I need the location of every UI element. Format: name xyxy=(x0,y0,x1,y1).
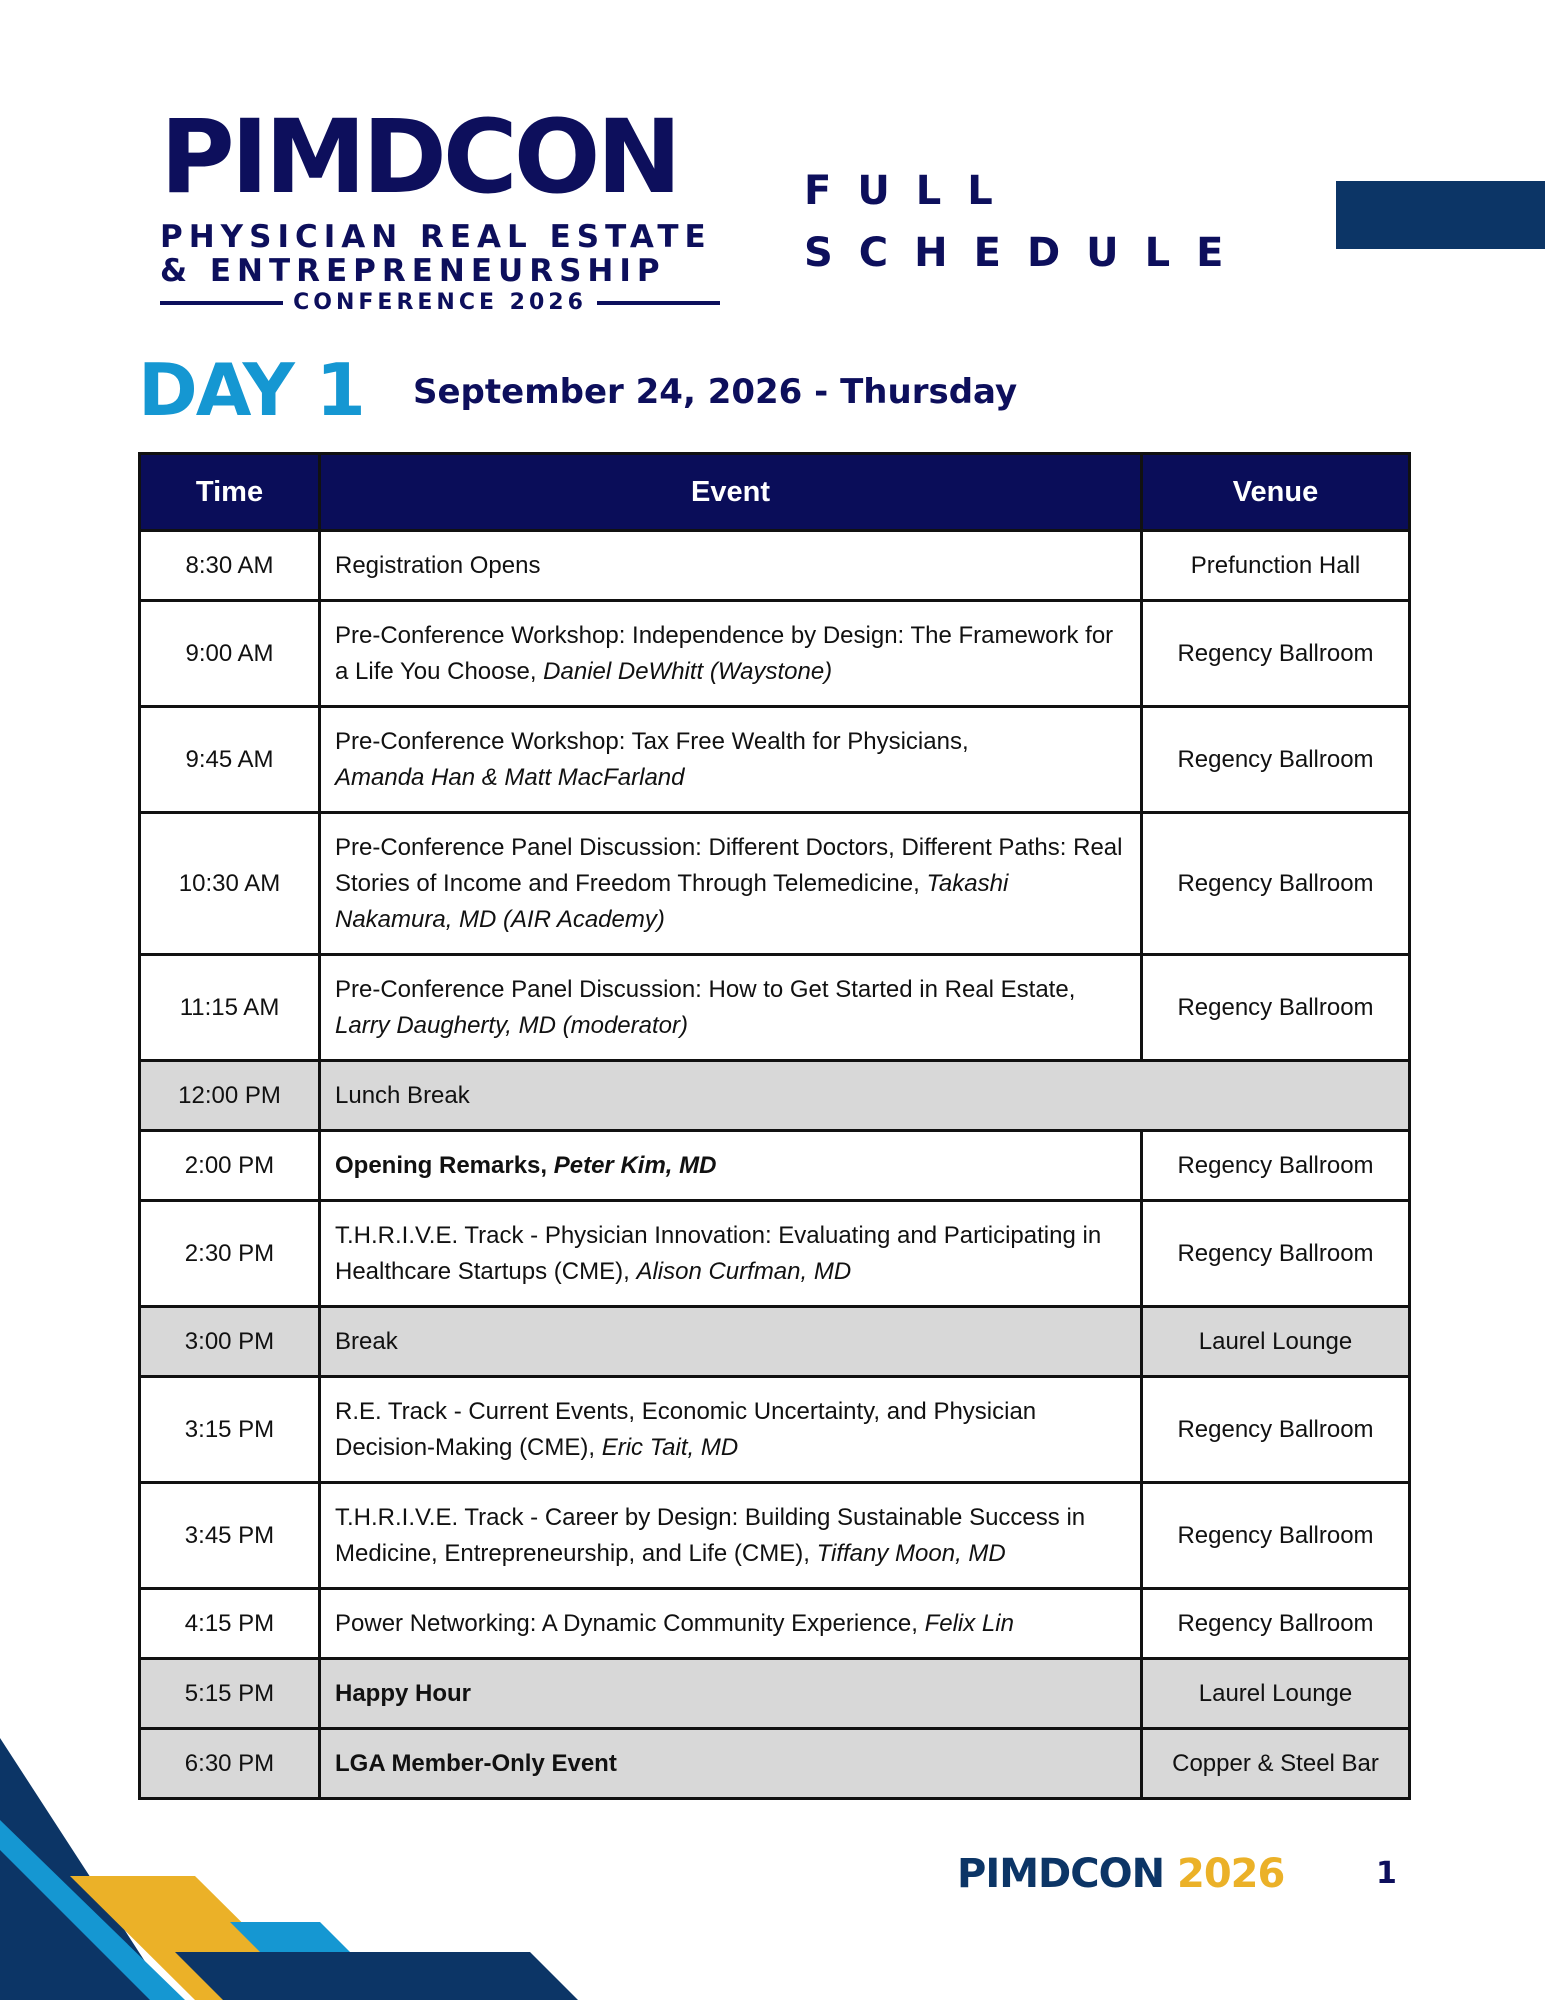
row-venue: Regency Ballroom xyxy=(1142,813,1410,955)
row-time: 6:30 PM xyxy=(140,1729,320,1799)
row-time: 3:00 PM xyxy=(140,1307,320,1377)
event-speaker: Eric Tait, MD xyxy=(601,1433,739,1461)
row-venue: Regency Ballroom xyxy=(1142,1589,1410,1659)
event-speaker: Peter Kim, MD xyxy=(553,1151,717,1179)
row-event xyxy=(320,531,1142,601)
table-row xyxy=(140,955,1410,1061)
decorative-stripes xyxy=(0,1700,600,2000)
table-row xyxy=(140,1131,1410,1201)
header-time: Time xyxy=(140,454,320,531)
table-row xyxy=(140,531,1410,601)
event-title: Registration Opens xyxy=(335,551,541,579)
row-event xyxy=(320,1589,1142,1659)
event-speaker: Takashi Nakamura, MD (AIR Academy) xyxy=(335,869,1009,933)
logo-subtitle-line2: & ENTREPRENEURSHIP xyxy=(160,253,666,289)
row-venue: Regency Ballroom xyxy=(1142,1201,1410,1307)
logo-rule-right xyxy=(597,301,720,305)
event-speaker: Felix Lin xyxy=(924,1609,1014,1637)
logo-wordmark: PIMDCON xyxy=(160,98,678,217)
table-header-row xyxy=(140,454,1410,531)
row-venue: Regency Ballroom xyxy=(1142,1131,1410,1201)
event-title: Happy Hour xyxy=(335,1679,472,1707)
row-time: 9:45 AM xyxy=(140,707,320,813)
schedule-table xyxy=(138,452,1411,1800)
row-event xyxy=(320,1483,1142,1589)
table-row xyxy=(140,601,1410,707)
event-title: Pre-Conference Workshop: Independence by Design: The Framework for a Life You Choose, xyxy=(335,621,1114,685)
logo-conference: CONFERENCE 2026 xyxy=(293,290,587,315)
header-venue: Venue xyxy=(1142,454,1410,531)
row-venue: Regency Ballroom xyxy=(1142,1483,1410,1589)
logo-rule-left xyxy=(160,301,283,305)
table-row xyxy=(140,1061,1410,1131)
row-time: 2:30 PM xyxy=(140,1201,320,1307)
day-title: DAY 1 xyxy=(138,348,364,432)
logo-conference-row xyxy=(160,290,720,315)
header-event: Event xyxy=(320,454,1142,531)
row-venue: Regency Ballroom xyxy=(1142,707,1410,813)
row-venue: Regency Ballroom xyxy=(1142,1377,1410,1483)
table-row xyxy=(140,1589,1410,1659)
row-time: 3:15 PM xyxy=(140,1377,320,1483)
row-venue: Regency Ballroom xyxy=(1142,955,1410,1061)
heading-line2: SCHEDULE xyxy=(804,230,1250,276)
event-title: Power Networking: A Dynamic Community Experience, xyxy=(335,1609,925,1637)
row-time: 12:00 PM xyxy=(140,1061,320,1131)
table-row xyxy=(140,1201,1410,1307)
event-title: LGA Member-Only Event xyxy=(335,1749,617,1777)
event-speaker: Daniel DeWhitt (Waystone) xyxy=(543,657,833,685)
row-event xyxy=(320,1377,1142,1483)
row-time: 5:15 PM xyxy=(140,1659,320,1729)
row-time: 2:00 PM xyxy=(140,1131,320,1201)
row-time: 8:30 AM xyxy=(140,531,320,601)
row-time: 11:15 AM xyxy=(140,955,320,1061)
row-time: 3:45 PM xyxy=(140,1483,320,1589)
event-speaker: Amanda Han & Matt MacFarland xyxy=(335,763,685,791)
row-venue: Copper & Steel Bar xyxy=(1142,1729,1410,1799)
event-title: T.H.R.I.V.E. Track - Physician Innovation: Evaluating and Participating in Healthcare Startups (CME), xyxy=(335,1221,1102,1285)
row-time: 10:30 AM xyxy=(140,813,320,955)
conference-logo xyxy=(160,98,720,315)
row-venue: Prefunction Hall xyxy=(1142,531,1410,601)
row-event xyxy=(320,601,1142,707)
row-event xyxy=(320,1131,1142,1201)
row-time: 4:15 PM xyxy=(140,1589,320,1659)
table-row xyxy=(140,1377,1410,1483)
event-title: R.E. Track - Current Events, Economic Uncertainty, and Physician Decision-Making (CME), xyxy=(335,1397,1037,1461)
page-heading xyxy=(804,160,1249,284)
table-row xyxy=(140,707,1410,813)
page-number: 1 xyxy=(1376,1856,1397,1891)
row-event xyxy=(320,955,1142,1061)
row-event xyxy=(320,707,1142,813)
logo-subtitle-line1: PHYSICIAN REAL ESTATE xyxy=(160,219,712,255)
decorative-bar xyxy=(1336,181,1545,249)
day-date: September 24, 2026 - Thursday xyxy=(413,372,1018,412)
event-speaker: Alison Curfman, MD xyxy=(636,1257,852,1285)
event-title: Opening Remarks, xyxy=(335,1151,554,1179)
event-title: T.H.R.I.V.E. Track - Career by Design: Building Sustainable Success in Medicine, Entrepreneurship, and Life (CME), xyxy=(335,1503,1086,1567)
row-venue: Laurel Lounge xyxy=(1142,1307,1410,1377)
event-title: Pre-Conference Panel Discussion: Different Doctors, Different Paths: Real Stories of Income and Freedom Through Telemedicine, xyxy=(335,833,1123,897)
footer-brand-year: 2026 xyxy=(1176,1851,1285,1897)
footer-brand xyxy=(957,1850,1284,1898)
event-title: Pre-Conference Panel Discussion: How to Get Started in Real Estate, xyxy=(335,975,1076,1003)
table-row xyxy=(140,813,1410,955)
event-speaker: Larry Daugherty, MD (moderator) xyxy=(335,1011,688,1039)
row-event xyxy=(320,1061,1410,1131)
event-speaker: Tiffany Moon, MD xyxy=(816,1539,1006,1567)
row-venue: Regency Ballroom xyxy=(1142,601,1410,707)
stripe-navy-bottom xyxy=(175,1952,578,2000)
footer-brand-name: PIMDCON xyxy=(957,1851,1165,1897)
table-row xyxy=(140,1483,1410,1589)
row-event xyxy=(320,1307,1142,1377)
row-event xyxy=(320,813,1142,955)
event-title: Pre-Conference Workshop: Tax Free Wealth for Physicians, xyxy=(335,727,969,755)
row-event xyxy=(320,1201,1142,1307)
event-title: Break xyxy=(335,1327,398,1355)
row-time: 9:00 AM xyxy=(140,601,320,707)
row-venue: Laurel Lounge xyxy=(1142,1659,1410,1729)
heading-line1: FULL xyxy=(804,168,1019,214)
event-title: Lunch Break xyxy=(335,1081,470,1109)
table-row xyxy=(140,1307,1410,1377)
